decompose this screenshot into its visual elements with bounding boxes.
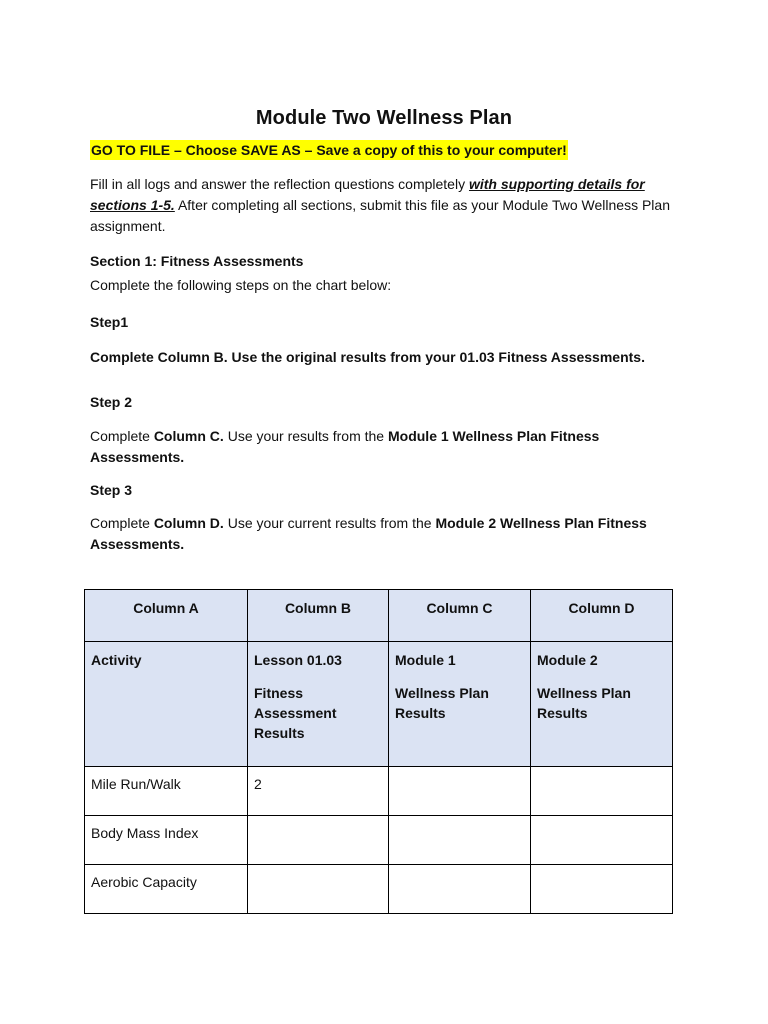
table-header-row [85,590,673,642]
intro-paragraph [90,174,680,237]
activity-header: Activity [85,642,248,767]
column-c-cell[interactable] [389,767,531,816]
table-subheader-row [85,642,673,767]
column-b-cell[interactable]: 2 [248,767,389,816]
lesson-label: Lesson 01.03 [254,652,342,668]
activity-cell: Aerobic Capacity [85,865,248,914]
column-d-cell[interactable] [531,865,673,914]
step-3-label: Step 3 [90,482,133,498]
step-1-text: Complete Column B. Use the original results from your 01.03 Fitness Assessments. [90,349,645,365]
activity-cell: Mile Run/Walk [85,767,248,816]
module-2-results-header [531,642,673,767]
column-d-cell[interactable] [531,767,673,816]
activity-cell: Body Mass Index [85,816,248,865]
save-instruction-highlight: GO TO FILE – Choose SAVE AS – Save a copy of this to your computer! [91,142,567,158]
column-c-header: Column C [389,590,531,642]
step-1-label: Step1 [90,314,129,330]
step-3-text-part: Complete [90,515,154,531]
step-3-column-ref: Column D. [153,515,224,531]
step-2-text-part: Complete [90,428,154,444]
column-c-cell[interactable] [389,816,531,865]
step-3-source-ref: Module 2 Wellness Plan Fitness Assessments. [90,515,647,552]
fitness-assessment-table [84,589,673,914]
section-1-instruction: Complete the following steps on the chart below: [90,277,392,293]
step-2-text [90,426,680,468]
page-title: Module Two Wellness Plan [255,107,513,129]
column-c-cell[interactable] [389,865,531,914]
step-2-label: Step 2 [90,394,133,410]
column-b-cell[interactable] [248,816,389,865]
section-1-heading: Section 1: Fitness Assessments [90,253,304,269]
column-b-header: Column B [248,590,389,642]
intro-text: Fill in all logs and answer the reflection questions completely [90,176,469,192]
column-a-header: Column A [85,590,248,642]
module-2-sublabel: Wellness Plan Results [537,685,631,721]
step-2-column-ref: Column C. [153,428,224,444]
column-d-cell[interactable] [531,816,673,865]
module-2-label: Module 2 [537,652,598,668]
module-1-label: Module 1 [395,652,456,668]
step-3-text-part: Use your current results from the [223,515,436,531]
column-b-cell[interactable] [248,865,389,914]
intro-emphasis: with supporting details for sections 1-5. [90,176,645,213]
lesson-results-header [248,642,389,767]
step-3-text [90,513,680,555]
intro-text-end: After completing all sections, submit this file as your Module Two Wellness Plan assignment. [90,197,670,234]
module-1-results-header [389,642,531,767]
step-2-text-part: Use your results from the [223,428,388,444]
step-2-source-ref: Module 1 Wellness Plan Fitness Assessments. [90,428,600,465]
table-row [85,865,673,914]
lesson-sublabel: Fitness Assessment Results [254,685,337,741]
module-1-sublabel: Wellness Plan Results [395,685,489,721]
column-d-header: Column D [531,590,673,642]
table-row [85,767,673,816]
table-row [85,816,673,865]
